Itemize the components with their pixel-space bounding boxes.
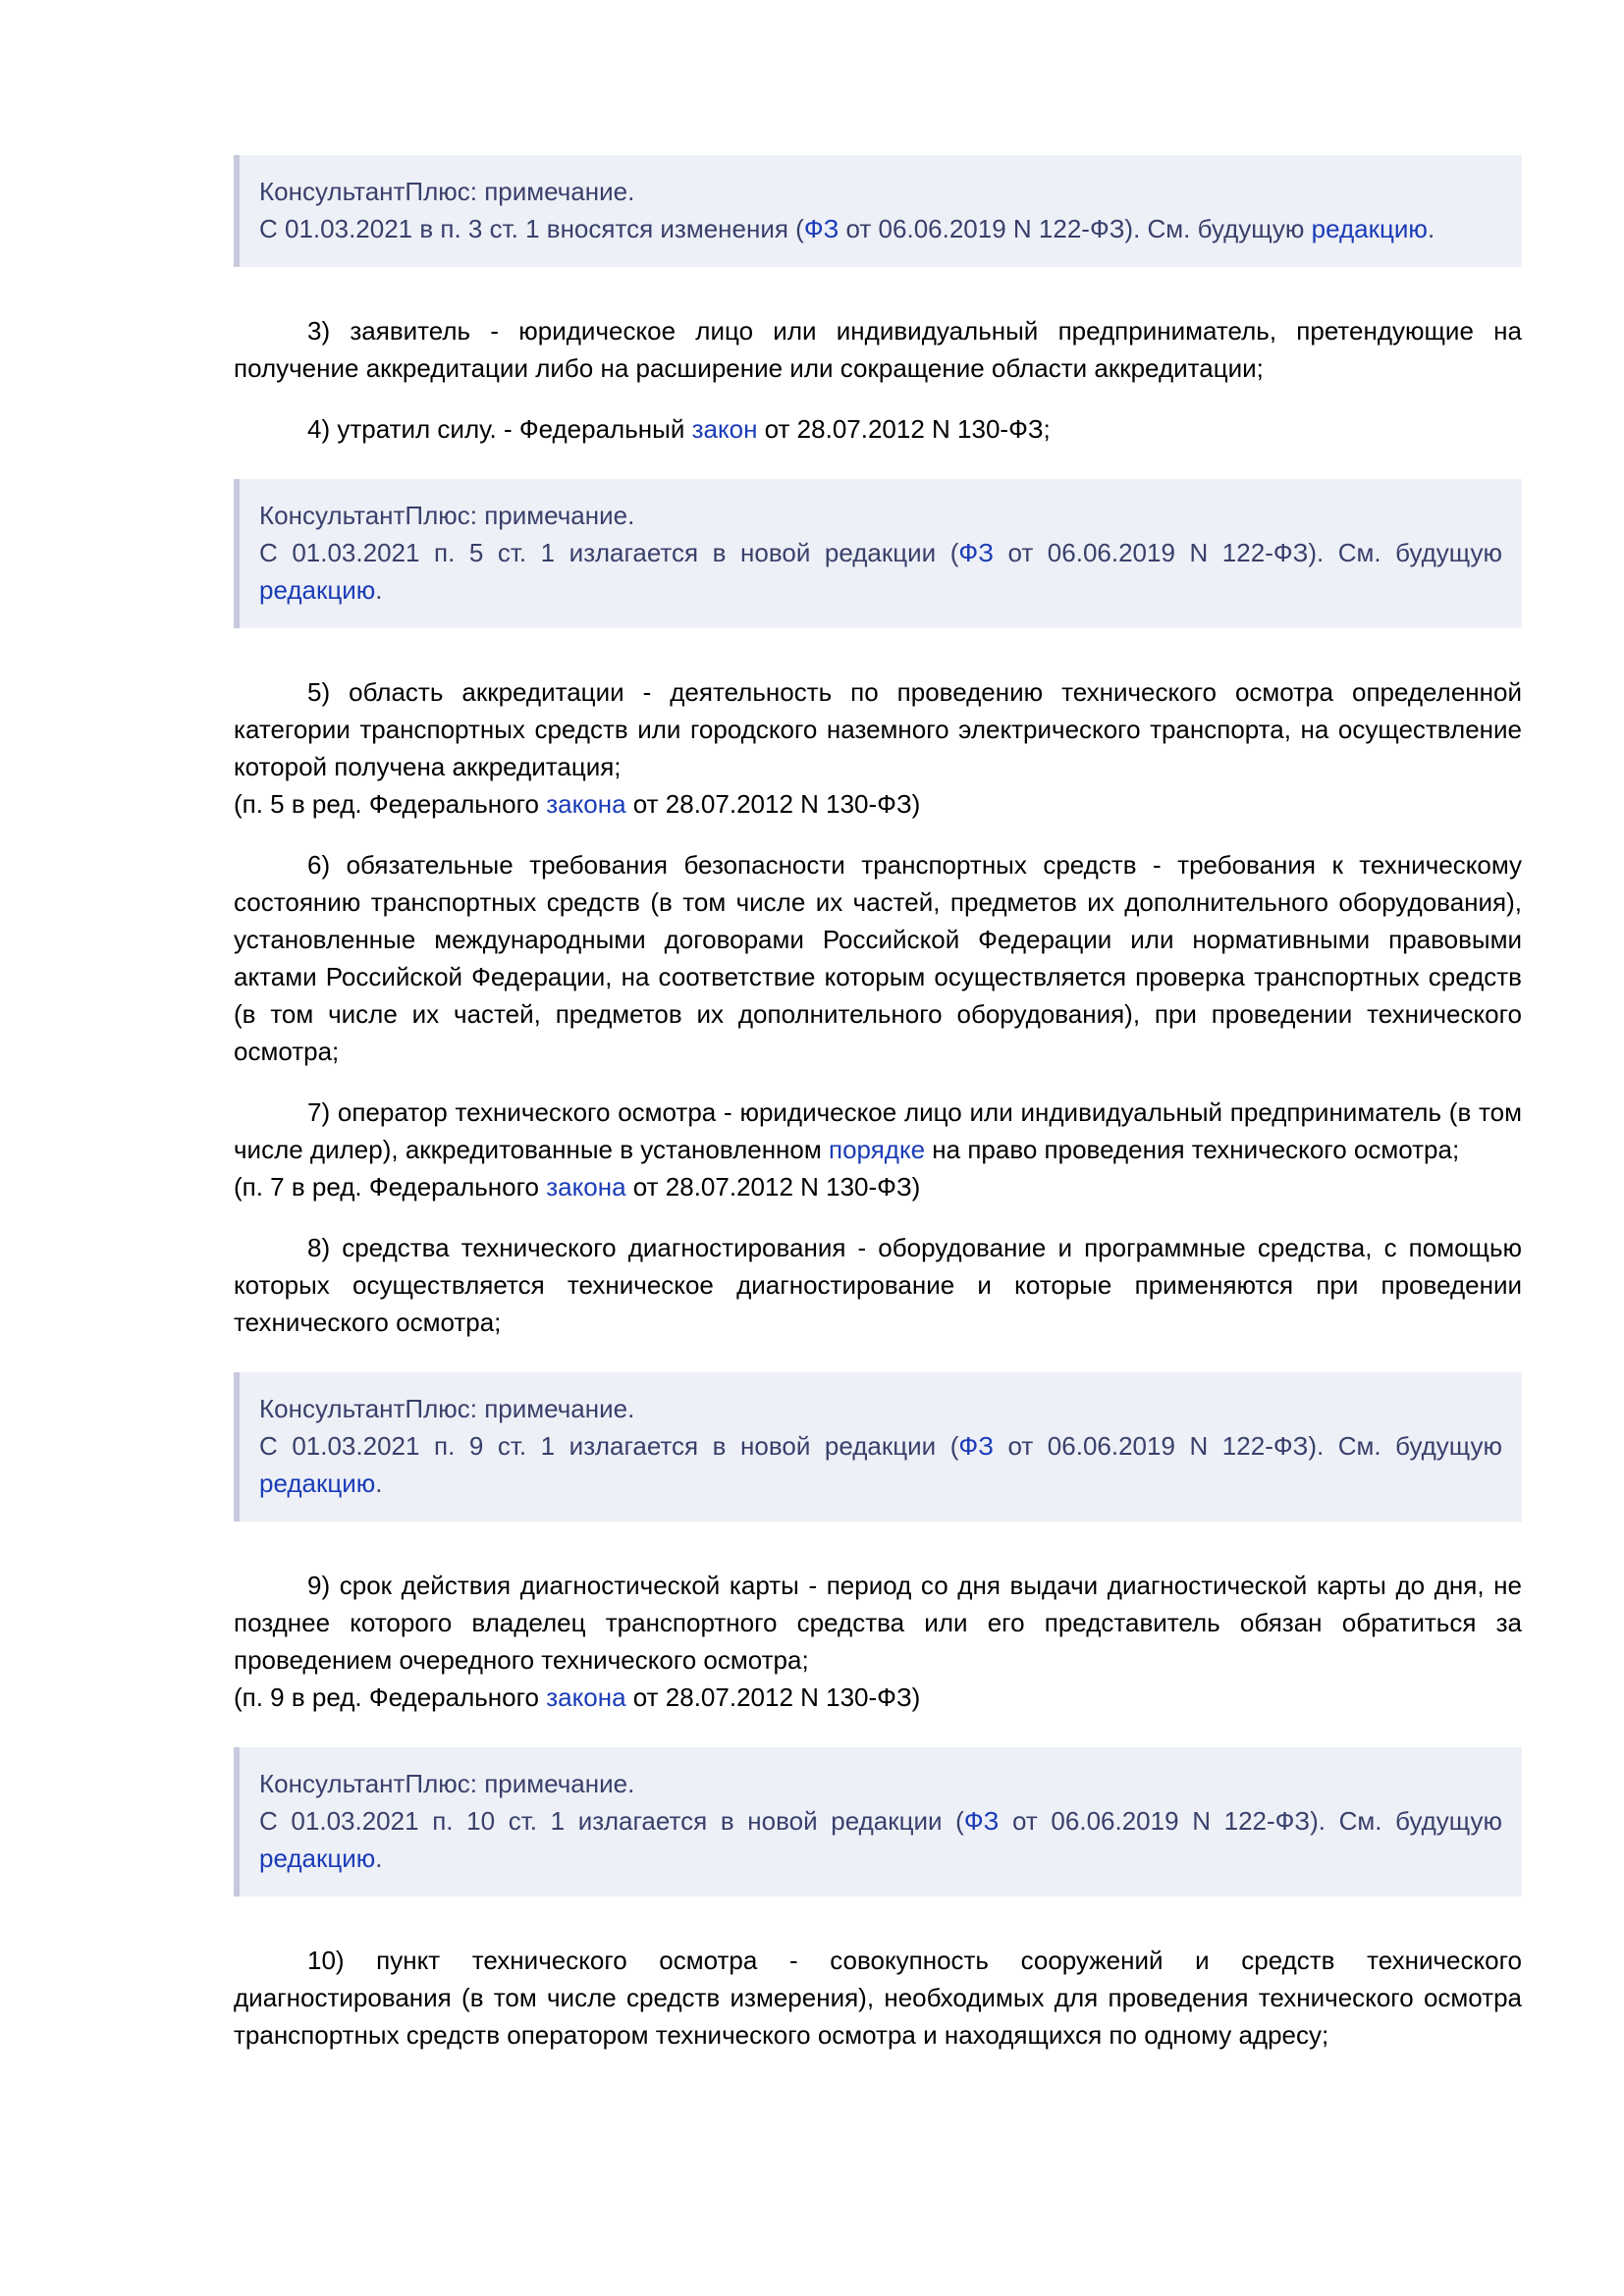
procedure-link[interactable]: порядке [828, 1135, 926, 1164]
paragraph-text: 7) оператор технического осмотра - юридическое лицо или индивидуальный предприниматель (в том числе дилер), аккредитованные в установленном [234, 1097, 1522, 1164]
paragraph-text: 10) пункт технического осмотра - совокупность сооружений и средств технического диагностирования (в том числе средств измерения), необходимых для проведения технического осмотра транспортных средств оператором технического осмотра и находящихся по одному адресу; [234, 1946, 1522, 2050]
paragraph-10 [234, 1942, 1522, 2054]
note-text: . [375, 1468, 383, 1498]
law-link[interactable]: закона [546, 1682, 626, 1712]
edit-note [234, 1168, 1522, 1205]
future-edition-link[interactable]: редакцию [259, 575, 376, 605]
note-text: от 06.06.2019 N 122-ФЗ). См. будущую [993, 1431, 1502, 1461]
note-title: КонсультантПлюс: примечание. [259, 1769, 635, 1798]
law-link[interactable]: закона [546, 789, 626, 819]
edit-note [234, 785, 1522, 823]
paragraph-7 [234, 1094, 1522, 1168]
paragraph-text: 6) обязательные требования безопасности транспортных средств - требования к техническому состоянию транспортных средств (в том числе их частей, предметов их дополнительного оборудования), установленные международными договорами Российской Федерации или нормативными правовыми актами Российской Федерации, на соответствие которым осуществляется проверка транспортных средств (в том числе их частей, предметов их дополнительного оборудования), при проведении технического осмотра; [234, 850, 1522, 1066]
fz-link[interactable]: ФЗ [803, 214, 839, 243]
note-text: . [1427, 214, 1435, 243]
paragraph-3 [234, 312, 1522, 387]
law-link[interactable]: закона [546, 1172, 626, 1201]
note-title: КонсультантПлюс: примечание. [259, 501, 635, 530]
law-link[interactable]: закон [691, 414, 758, 444]
consultant-note [234, 155, 1522, 267]
note-title: КонсультантПлюс: примечание. [259, 1394, 635, 1423]
fz-link[interactable]: ФЗ [958, 1431, 994, 1461]
paragraph-8 [234, 1229, 1522, 1341]
edit-text: (п. 7 в ред. Федерального [234, 1172, 547, 1201]
paragraph-text: 9) срок действия диагностической карты - период со дня выдачи диагностической карты до дня, не позднее которого владелец транспортного средства или его представитель обязан обратиться за проведением очередного технического осмотра; [234, 1571, 1522, 1675]
edit-note [234, 1679, 1522, 1716]
note-text: С 01.03.2021 п. 10 ст. 1 излагается в новой редакции ( [259, 1806, 964, 1836]
paragraph-5 [234, 673, 1522, 785]
paragraph-text: от 28.07.2012 N 130-ФЗ; [757, 414, 1051, 444]
paragraph-6 [234, 846, 1522, 1070]
paragraph-text: 8) средства технического диагностирования - оборудование и программные средства, с помощью которых осуществляется техническое диагностирование и которые применяются при проведении технического осмотра; [234, 1233, 1522, 1337]
note-text: . [375, 575, 383, 605]
note-text: С 01.03.2021 в п. 3 ст. 1 вносятся изменения ( [259, 214, 804, 243]
fz-link[interactable]: ФЗ [963, 1806, 1000, 1836]
note-text: от 06.06.2019 N 122-ФЗ). См. будущую [839, 214, 1312, 243]
paragraph-text: 5) область аккредитации - деятельность по проведению технического осмотра определенной категории транспортных средств или городского наземного электрического транспорта, на осуществление которой получена аккредитация; [234, 677, 1522, 781]
edit-text: (п. 9 в ред. Федерального [234, 1682, 547, 1712]
note-title: КонсультантПлюс: примечание. [259, 177, 635, 206]
future-edition-link[interactable]: редакцию [259, 1468, 376, 1498]
note-text: от 06.06.2019 N 122-ФЗ). См. будущую [993, 538, 1502, 567]
edit-text: от 28.07.2012 N 130-ФЗ) [625, 789, 921, 819]
paragraph-4 [234, 410, 1522, 448]
consultant-note [234, 479, 1522, 628]
consultant-note [234, 1747, 1522, 1896]
note-text: С 01.03.2021 п. 9 ст. 1 излагается в новой редакции ( [259, 1431, 959, 1461]
paragraph-text: 3) заявитель - юридическое лицо или индивидуальный предприниматель, претендующие на получение аккредитации либо на расширение или сокращение области аккредитации; [234, 316, 1522, 383]
note-text: . [375, 1843, 383, 1873]
edit-text: от 28.07.2012 N 130-ФЗ) [625, 1172, 921, 1201]
consultant-note [234, 1372, 1522, 1522]
edit-text: (п. 5 в ред. Федерального [234, 789, 547, 819]
document-page [234, 155, 1522, 2077]
paragraph-9 [234, 1567, 1522, 1679]
paragraph-text: на право проведения технического осмотра; [925, 1135, 1460, 1164]
paragraph-text: 4) утратил силу. - Федеральный [307, 414, 692, 444]
note-text: от 06.06.2019 N 122-ФЗ). См. будущую [999, 1806, 1502, 1836]
note-text: С 01.03.2021 п. 5 ст. 1 излагается в новой редакции ( [259, 538, 959, 567]
edit-text: от 28.07.2012 N 130-ФЗ) [625, 1682, 921, 1712]
future-edition-link[interactable]: редакцию [259, 1843, 376, 1873]
future-edition-link[interactable]: редакцию [1311, 214, 1428, 243]
fz-link[interactable]: ФЗ [958, 538, 994, 567]
